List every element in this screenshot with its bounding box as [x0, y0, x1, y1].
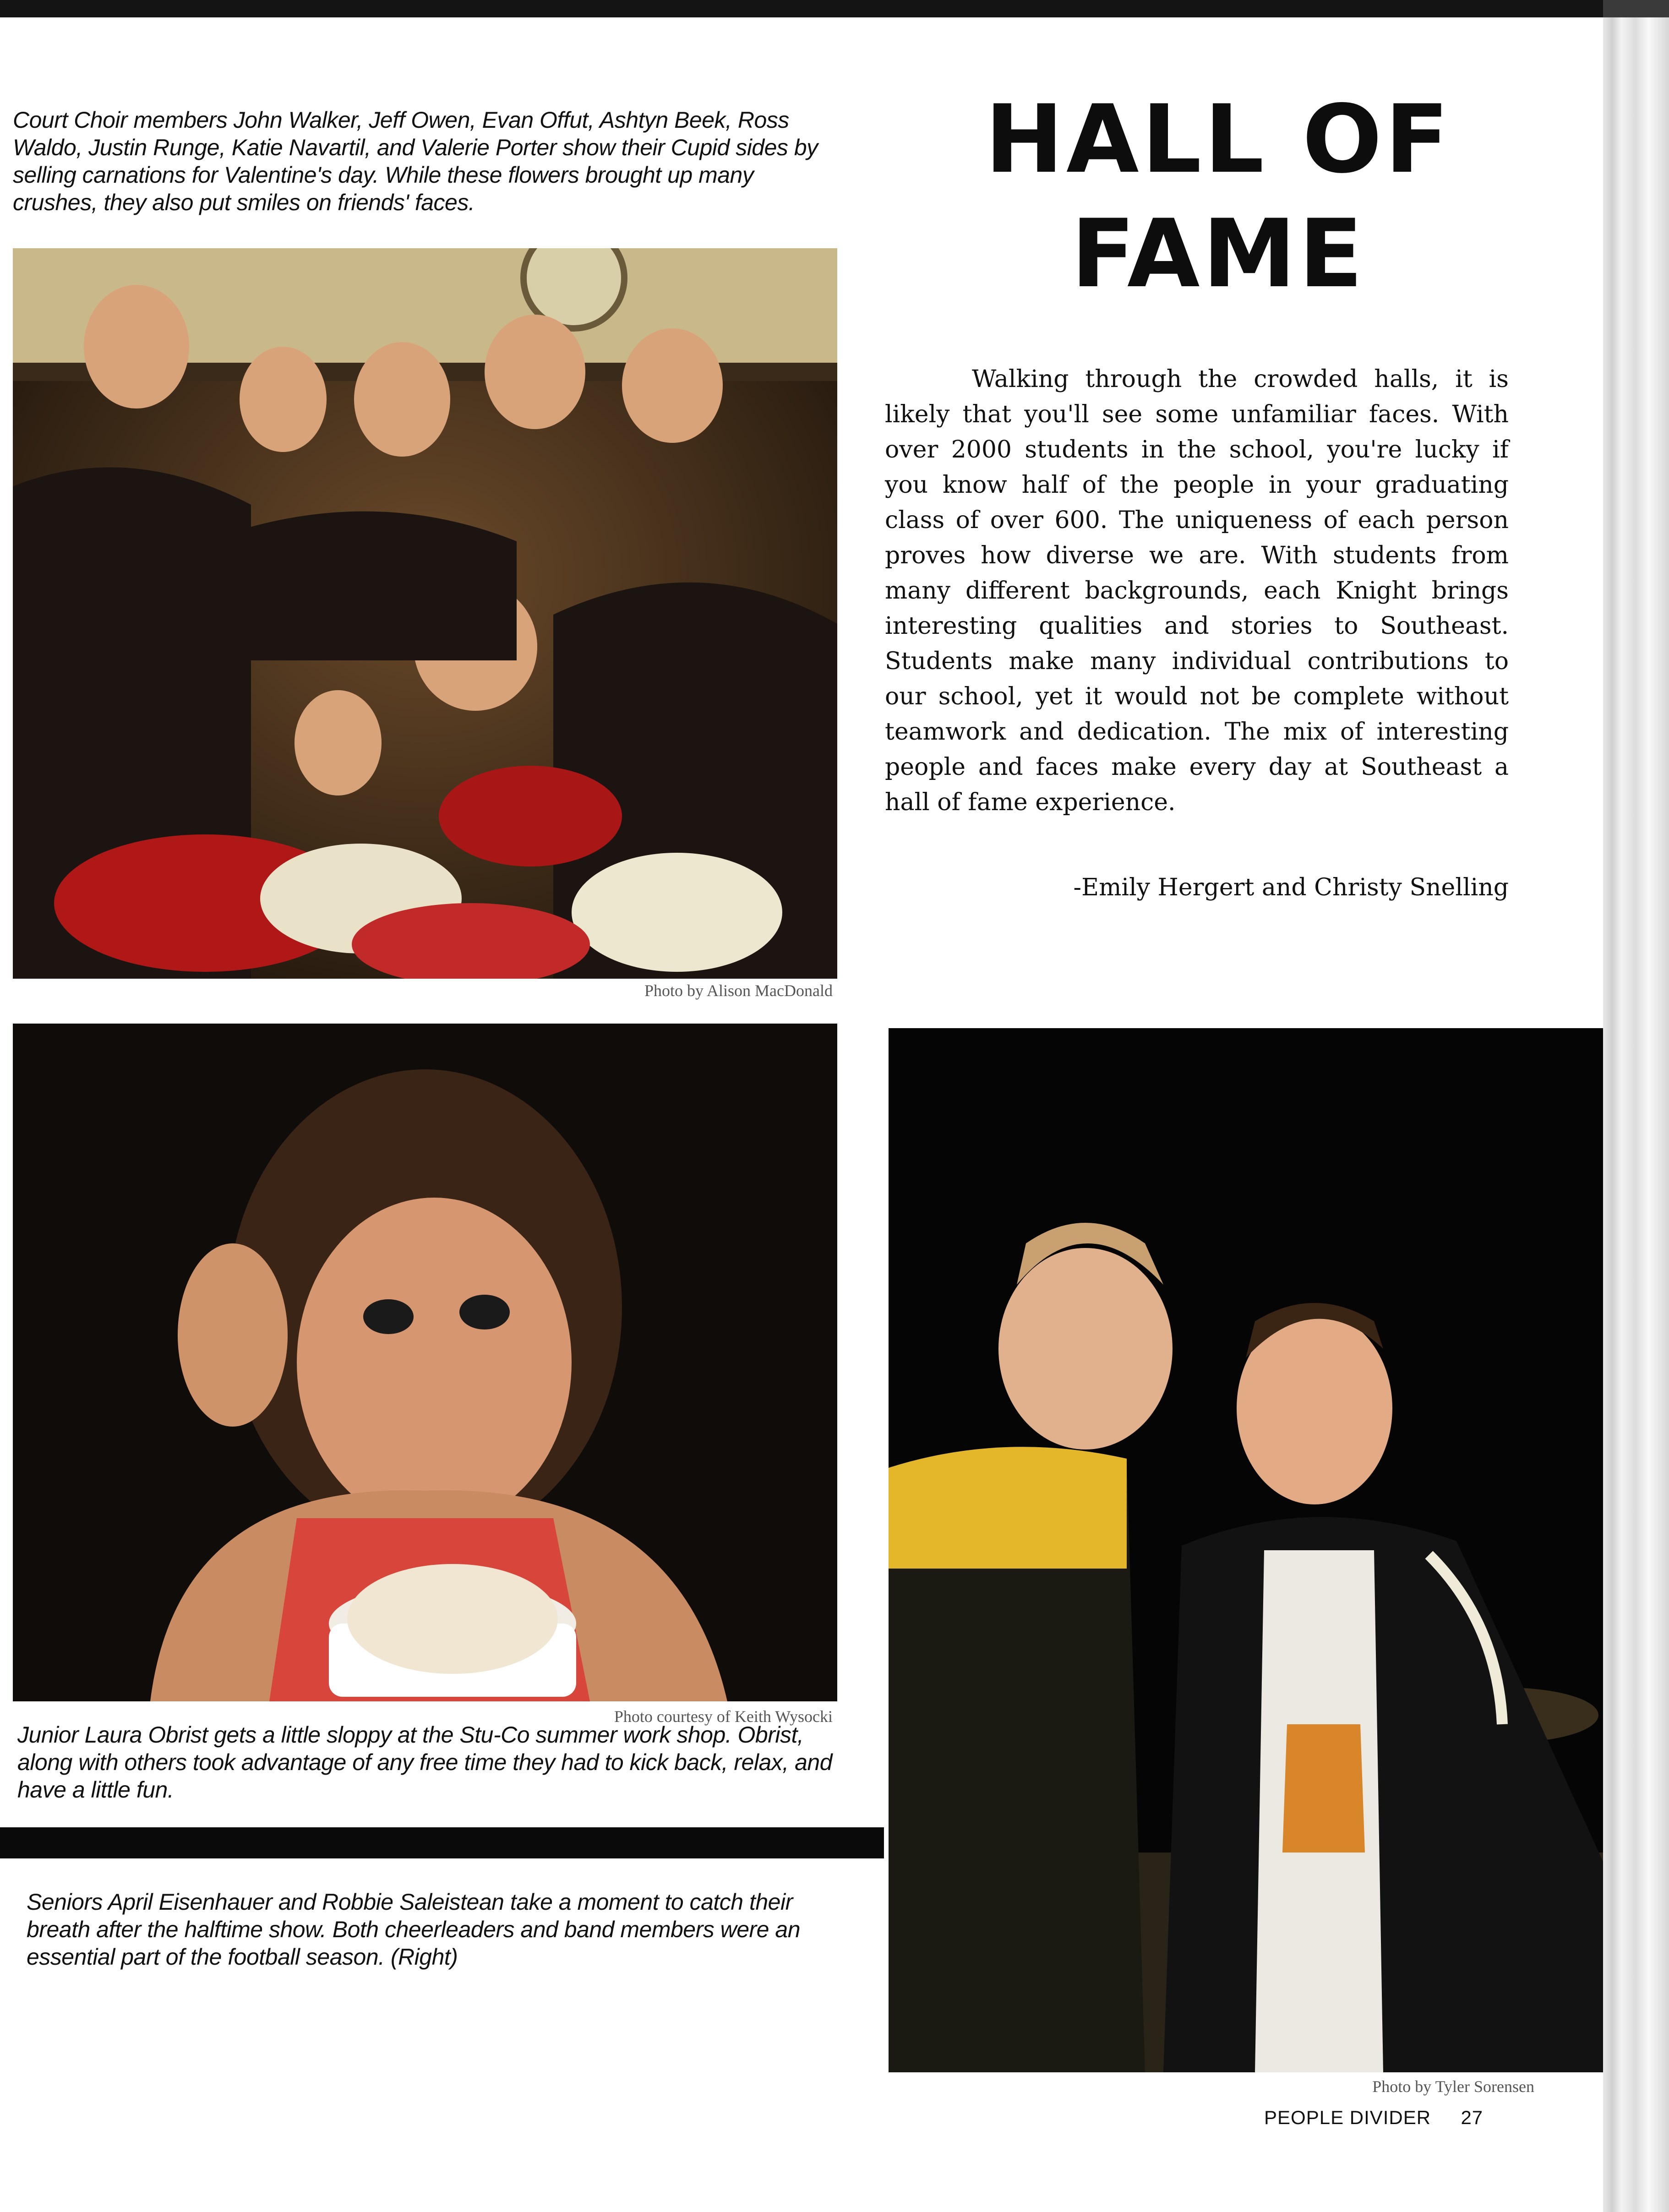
obrist-photo-credit: Photo courtesy of Keith Wysocki [614, 1707, 833, 1726]
page-edge-corner [1603, 0, 1669, 17]
page-title [861, 82, 1576, 311]
choir-caption: Court Choir members John Walker, Jeff Owen, Evan Offut, Ashtyn Beek, Ross Waldo, Justin Runge, Katie Navartil, and Valerie Porter show their Cupid sides by selling carnations for Valentine's day. While these flowers brought up many crushes, they also put smiles on friends' faces. [13, 107, 818, 215]
page-edge-scan [1603, 0, 1669, 2212]
byline: -Emily Hergert and Christy Snelling [1073, 874, 1509, 901]
seniors-photo [889, 1028, 1603, 2072]
obrist-caption: Junior Laura Obrist gets a little sloppy at the Stu-Co summer work shop. Obrist, along with others took advantage of any free time they had to kick back, relax, and have a little fun. [17, 1722, 833, 1803]
choir-photo-credit: Photo by Alison MacDonald [644, 981, 833, 1000]
black-divider-band [0, 1827, 884, 1858]
page-footer [1264, 2107, 1539, 2129]
title-line-1: HALL OF [985, 85, 1452, 194]
top-dark-border [0, 0, 1669, 17]
title-line-2: FAME [1071, 200, 1366, 309]
footer-page-number: 27 [1461, 2107, 1484, 2128]
seniors-caption: Seniors April Eisenhauer and Robbie Saleistean take a moment to catch their breath after the halftime show. Both cheerleaders and band members were an essential part of the football season. (Right) [27, 1889, 801, 1970]
seniors-photo-credit: Photo by Tyler Sorensen [1372, 2077, 1534, 2096]
body-paragraph: Walking through the crowded halls, it is likely that you'll see some unfamiliar faces. With over 2000 students in the school, you're lucky if you know half of the people in your graduating class of over 600. The uniqueness of each person proves how diverse we are. With students from many different backgrounds, each Knight brings interesting qualities and stories to Southeast. Students make many individual contributions to our school, yet it would not be complete without teamwork and dedication. The mix of interesting people and faces make every day at Southeast a hall of fame experience. [885, 365, 1509, 816]
choir-photo [13, 248, 837, 979]
footer-section: PEOPLE DIVIDER [1264, 2107, 1431, 2128]
obrist-photo [13, 1024, 837, 1701]
